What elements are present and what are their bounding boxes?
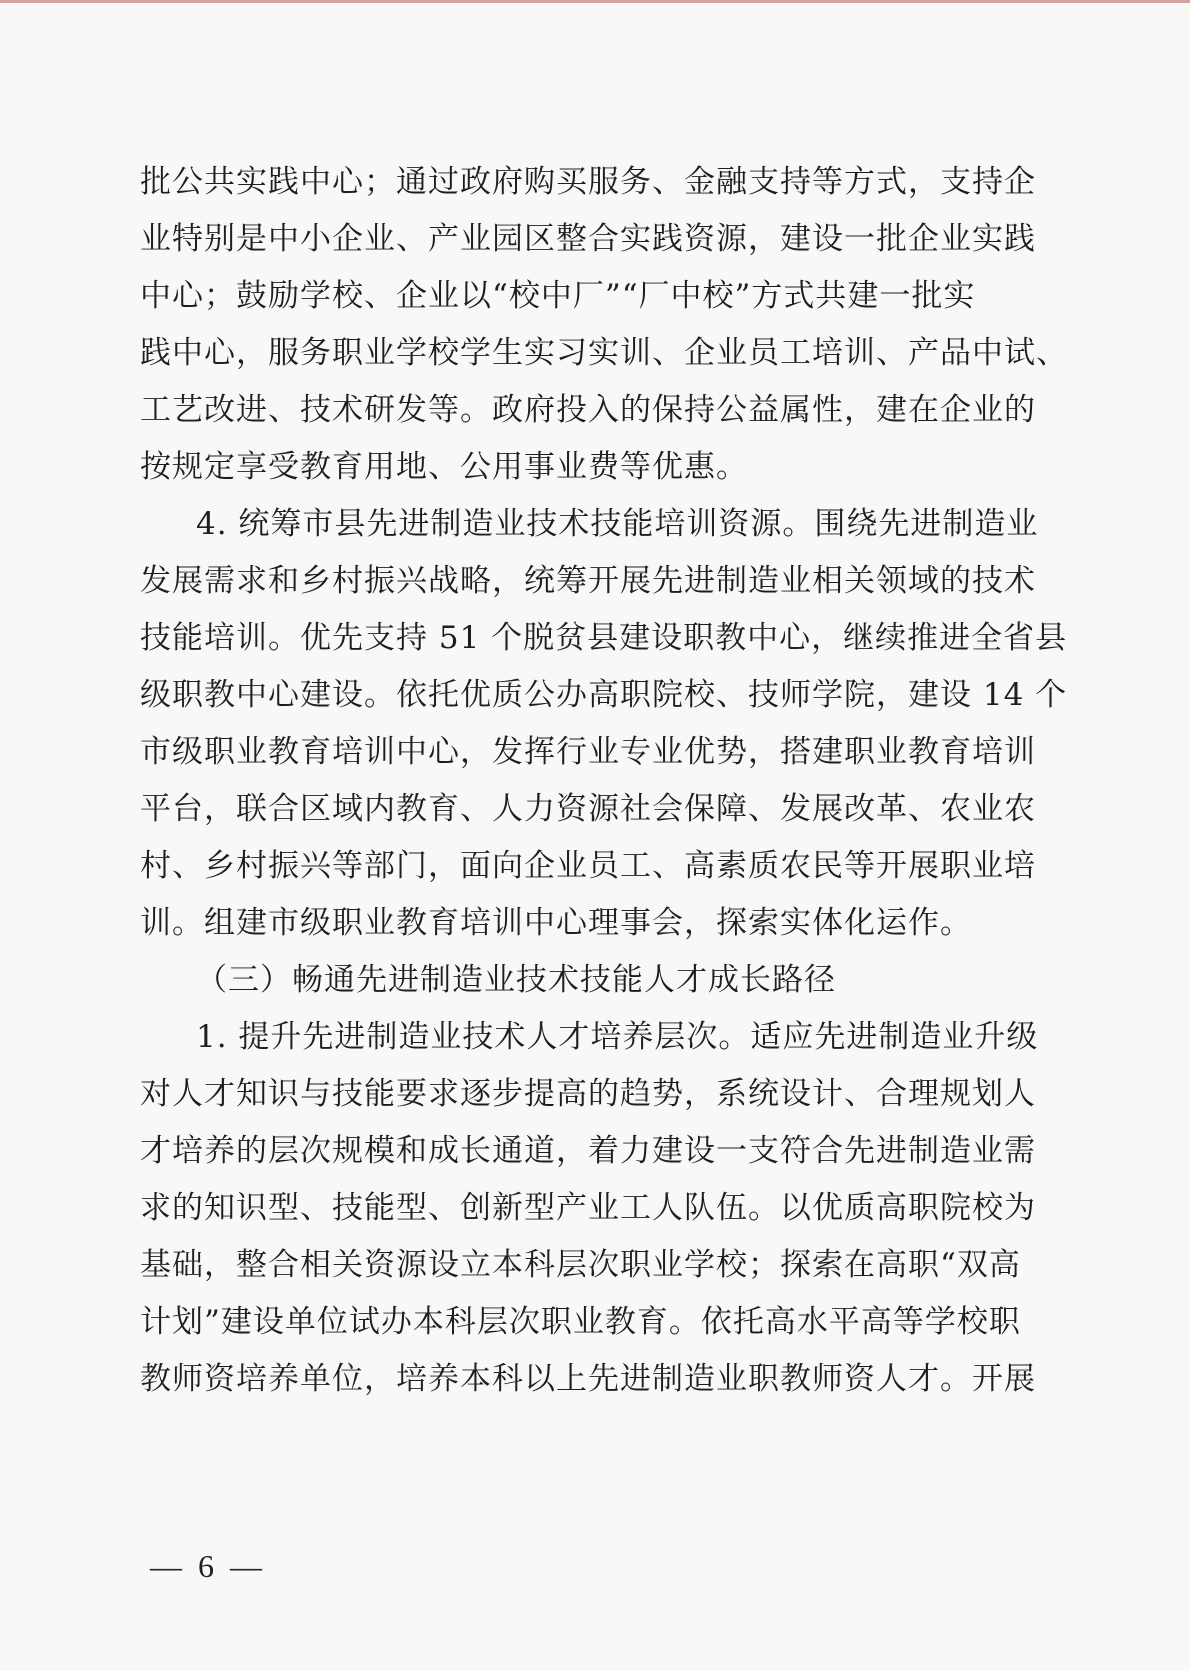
text-line-21: 计划”建设单位试办本科层次职业教育。依托高水平高等学校职 bbox=[140, 1304, 1021, 1340]
text-line-8: 发展需求和乡村振兴战略，统筹开展先进制造业相关领域的技术 bbox=[140, 563, 1036, 599]
text-line-3: 中心；鼓励学校、企业以“校中厂”“厂中校”方式共建一批实 bbox=[140, 278, 976, 314]
text-line-9: 技能培训。优先支持 51 个脱贫县建设职教中心，继续推进全省县 bbox=[140, 620, 1068, 656]
text-line-10: 级职教中心建设。依托优质公办高职院校、技师学院，建设 14 个 bbox=[140, 677, 1068, 713]
section-heading: （三）畅通先进制造业技术技能人才成长路径 bbox=[196, 962, 836, 998]
text-line-11: 市级职业教育培训中心，发挥行业专业优势，搭建职业教育培训 bbox=[140, 734, 1036, 770]
text-line-1: 批公共实践中心；通过政府购买服务、金融支持等方式，支持企 bbox=[140, 164, 1036, 200]
text-line-6: 按规定享受教育用地、公用事业费等优惠。 bbox=[140, 449, 748, 485]
text-line-4: 践中心，服务职业学校学生实习实训、企业员工培训、产品中试、 bbox=[140, 335, 1068, 371]
text-line-22: 教师资培养单位，培养本科以上先进制造业职教师资人才。开展 bbox=[140, 1361, 1036, 1397]
text-line-2: 业特别是中小企业、产业园区整合实践资源，建设一批企业实践 bbox=[140, 221, 1036, 257]
text-line-12: 平台，联合区域内教育、人力资源社会保障、发展改革、农业农 bbox=[140, 791, 1036, 827]
text-line-19: 求的知识型、技能型、创新型产业工人队伍。以优质高职院校为 bbox=[140, 1190, 1036, 1226]
text-line-13: 村、乡村振兴等部门，面向企业员工、高素质农民等开展职业培 bbox=[140, 848, 1036, 884]
text-line-5: 工艺改进、技术研发等。政府投入的保持公益属性，建在企业的 bbox=[140, 392, 1036, 428]
scan-top-edge bbox=[0, 0, 1190, 3]
page-number: — 6 — bbox=[150, 1548, 266, 1584]
text-line-18: 才培养的层次规模和成长通道，着力建设一支符合先进制造业需 bbox=[140, 1133, 1036, 1169]
text-line-16: 1. 提升先进制造业技术人才培养层次。适应先进制造业升级 bbox=[196, 1019, 1039, 1055]
text-line-17: 对人才知识与技能要求逐步提高的趋势，系统设计、合理规划人 bbox=[140, 1076, 1036, 1112]
text-line-7: 4. 统筹市县先进制造业技术技能培训资源。围绕先进制造业 bbox=[196, 506, 1039, 542]
text-line-14: 训。组建市级职业教育培训中心理事会，探索实体化运作。 bbox=[140, 905, 972, 941]
text-line-20: 基础，整合相关资源设立本科层次职业学校；探索在高职“双高 bbox=[140, 1247, 1021, 1283]
